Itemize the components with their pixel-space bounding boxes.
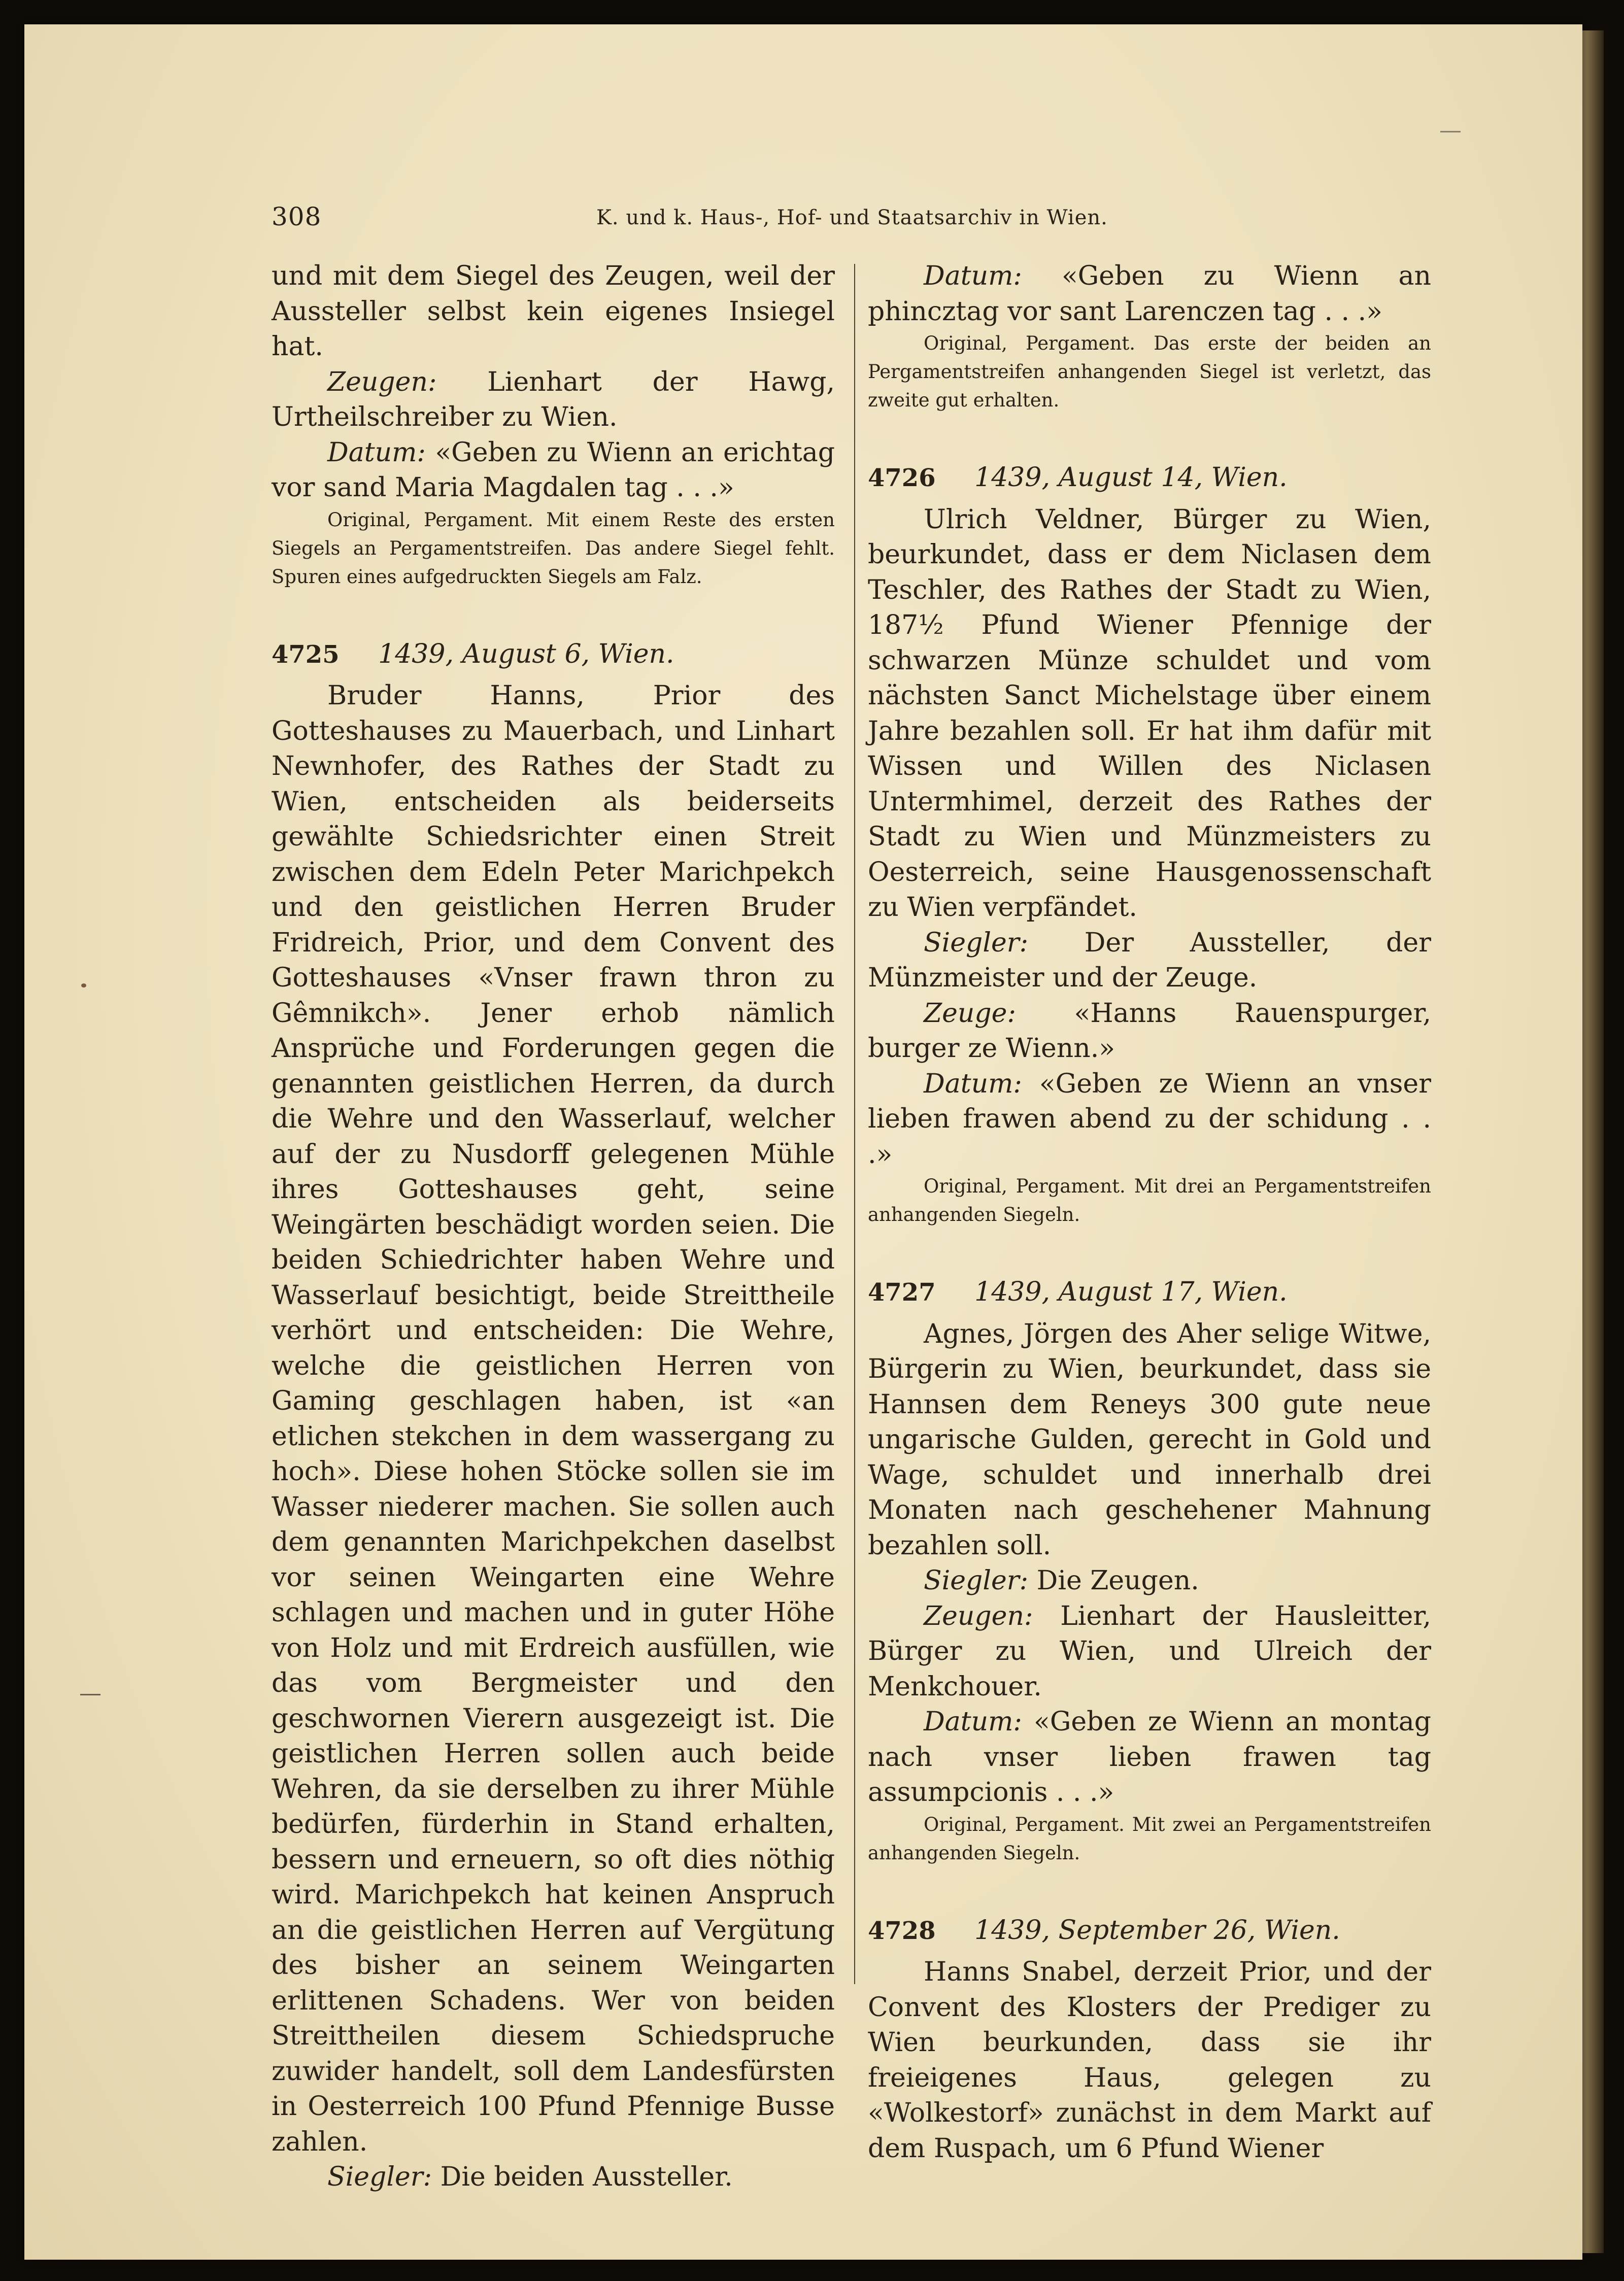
datum-label: Datum: xyxy=(327,437,426,468)
page-header xyxy=(272,202,1500,232)
source-note: Original, Pergament. Mit einem Reste des ersten Siegels an Pergamentstreifen. Das andere Siegel fehlt. Spuren eines aufgedruckten Siegels am Falz. xyxy=(272,508,835,588)
entry-body: Bruder Hanns, Prior des Gotteshauses zu Mauerbach, und Linhart Newnhofer, des Rathes der Stadt zu Wien, entscheiden als beiderseits gewählte Schiedsrichter einen Streit zwischen dem Edeln Peter Marichpekch und den geistlichen Herren Bruder Fridreich, Prior, und dem Convent des Gotteshauses «Vnser frawn thron zu Gêmnikch». Jener erhob nämlich Ansprüche und Forderungen gegen die genannten geistlichen Herren, da durch die Wehre und den Wasserlauf, welcher auf der zu Nusdorff gelegenen Mühle ihres Gotteshauses geht, seine Weingärten beschädigt worden seien. Die beiden Schiedrichter haben Wehre und Wasserlauf besichtigt, beide Streittheile verhört und entscheiden: Die Wehre, welche die geistlichen Herren von Gaming geschlagen haben, ist «an etlichen stekchen in dem wassergang zu hoch». Diese hohen Stöcke sollen sie im Wasser niederer machen. Sie sollen auch dem genannten Marichpekchen daselbst vor seinen Weingarten eine Wehre schlagen und machen und in guter Höhe von Holz und mit Erdreich ausfüllen, wie das vom Bergmeister und den geschwornen Vierern ausgezeigt ist. Die geistlichen Herren sollen auch beide Wehren, da sie derselben zu ihrer Mühle bedürfen, fürderhin in Stand erhalten, bessern und erneuern, so oft dies nöthig wird. Marichpekch hat keinen Anspruch an die geistlichen Herren auf Vergütung des bisher an seinem Weingarten erlittenen Schadens. Wer von beiden Streittheilen diesem Schiedspruche zuwider handelt, soll dem Landesfürsten in Oesterreich 100 Pfund Pfennige Busse zahlen. xyxy=(272,680,835,2157)
page-number: 308 xyxy=(272,202,322,231)
datum-text: «Geben zu Wienn an erichtag vor sand Maria Magdalen tag . . .» xyxy=(272,437,835,503)
ink-speck xyxy=(81,983,86,988)
siegler-label: Siegler: xyxy=(924,927,1029,958)
source-note: Original, Pergament. Mit drei an Pergamentstreifen anhangenden Siegeln. xyxy=(868,1175,1431,1225)
datum-text: «Geben ze Wienn an vnser lieben frawen abend zu der schidung . . .» xyxy=(868,1068,1432,1170)
entry-body: Hanns Snabel, derzeit Prior, und der Convent des Klosters der Prediger zu Wien beurkunden, dass sie ihr freieigenes Haus, gelegen zu «Wolkestorf» zunächst in dem Markt auf dem Ruspach, um 6 Pfund Wiener xyxy=(868,1957,1431,2164)
entry-4726 xyxy=(868,460,1431,1229)
zeuge-text: «Hanns Rauenspurger, burger ze Wienn.» xyxy=(868,998,1431,1064)
margin-mark xyxy=(80,1694,100,1695)
datum-line xyxy=(868,1067,1431,1173)
siegler-label: Siegler: xyxy=(327,2162,432,2192)
entry-number: 4727 xyxy=(868,1278,936,1307)
column-divider xyxy=(854,264,855,1984)
entry-4725 xyxy=(272,637,835,2195)
entry-number: 4728 xyxy=(868,1916,936,1945)
zeugen-label: Zeugen: xyxy=(327,366,437,397)
entry-date: 1439, August 14, Wien. xyxy=(974,462,1288,493)
entry-4727 xyxy=(868,1275,1431,1867)
entry-date: 1439, September 26, Wien. xyxy=(974,1915,1340,1946)
zeugen-text: Lienhart der Hawg, Urtheilschreiber zu Wien. xyxy=(272,366,835,432)
zeuge-label: Zeuge: xyxy=(924,998,1016,1029)
datum-line xyxy=(868,259,1431,329)
entry-date: 1439, August 17, Wien. xyxy=(974,1277,1288,1307)
entry-number: 4726 xyxy=(868,464,936,492)
source-note: Original, Pergament. Mit zwei an Pergamentstreifen anhangenden Siegeln. xyxy=(868,1813,1431,1864)
entry-body: Agnes, Jörgen des Aher selige Witwe, Bürgerin zu Wien, beurkundet, dass sie Hannsen dem Reneys 300 gute neue ungarische Gulden, gerecht in Gold und Wage, schuldet und innerhalb drei Monaten nach geschehener Mahnung bezahlen soll. xyxy=(868,1318,1431,1561)
datum-text: «Geben ze Wienn an montag nach vnser lieben frawen tag assumpcionis . . .» xyxy=(868,1707,1431,1808)
siegler-text: Die Zeugen. xyxy=(1036,1565,1199,1596)
datum-line xyxy=(868,1705,1431,1811)
zeugen-line xyxy=(272,365,835,435)
zeugen-text: Lienhart der Hausleitter, Bürger zu Wien, und Ulreich der Menkchouer. xyxy=(868,1601,1432,1702)
right-column xyxy=(868,259,1431,2166)
siegler-text: Die beiden Aussteller. xyxy=(440,2162,733,2192)
siegler-label: Siegler: xyxy=(924,1565,1029,1596)
zeugen-line xyxy=(868,1599,1431,1705)
zeugen-label: Zeugen: xyxy=(924,1601,1033,1631)
entry-heading xyxy=(868,460,1431,496)
entry-heading xyxy=(868,1275,1431,1311)
running-title: K. und k. Haus-, Hof- und Staatsarchiv in Wien. xyxy=(596,206,1108,229)
entry-date: 1439, August 6, Wien. xyxy=(378,638,674,669)
datum-line xyxy=(272,435,835,506)
datum-label: Datum: xyxy=(924,261,1022,291)
entry-number: 4725 xyxy=(272,640,340,669)
siegler-line xyxy=(272,2160,835,2195)
siegler-text: Der Aussteller, der Münzmeister und der Zeuge. xyxy=(868,927,1432,993)
siegler-line xyxy=(868,1563,1431,1599)
margin-mark xyxy=(1440,131,1461,132)
entry-body: Ulrich Veldner, Bürger zu Wien, beurkundet, dass er dem Niclasen dem Teschler, des Rathes der Stadt zu Wien, 187½ Pfund Wiener Pfennige der schwarzen Münze schuldet und vom nächsten Sanct Michelstage über einem Jahre bezahlen soll. Er hat ihm dafür mit Wissen und Willen des Niclasen Untermhimel, derzeit des Rathes der Stadt zu Wien und Münzmeisters zu Oesterreich, seine Hausgenossenschaft zu Wien verpfändet. xyxy=(868,504,1431,923)
entry-4728 xyxy=(868,1913,1431,2167)
siegler-line xyxy=(868,926,1431,996)
source-note: Original, Pergament. Das erste der beiden an Pergamentstreifen anhangenden Siegel ist verletzt, das zweite gut erhalten. xyxy=(868,332,1431,411)
zeuge-line xyxy=(868,996,1431,1067)
continued-paragraph: und mit dem Siegel des Zeugen, weil der Aussteller selbst kein eigenes Insiegel hat. xyxy=(272,261,835,362)
entry-heading xyxy=(868,1913,1431,1949)
left-column xyxy=(272,259,835,2195)
datum-label: Datum: xyxy=(924,1707,1022,1737)
entry-heading xyxy=(272,637,835,673)
datum-label: Datum: xyxy=(924,1068,1022,1099)
datum-text: «Geben zu Wienn an phincztag vor sant Larenczen tag . . .» xyxy=(868,261,1432,327)
